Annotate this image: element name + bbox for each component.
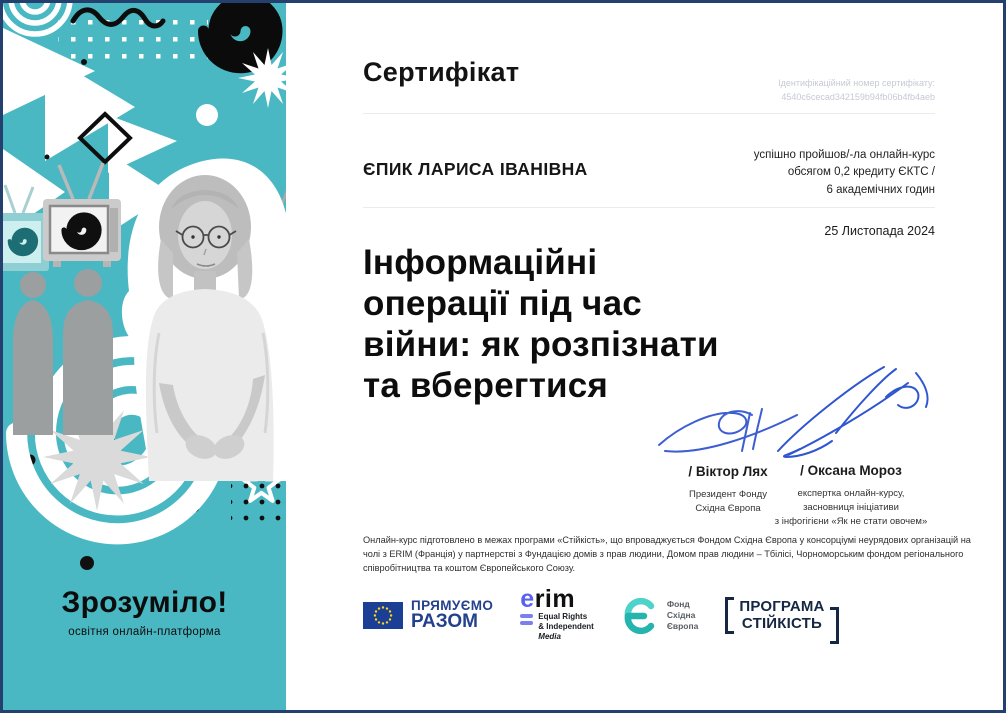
left-art-panel [3,3,286,710]
course-title-line: війни: як розпізнати [363,324,719,364]
fse-glyph-icon [621,597,659,635]
resilience-line: ПРОГРАМА [739,598,825,616]
signer-name: / Віктор Лях [688,464,768,479]
erim-tagline-line: Media [538,632,561,641]
divider [363,207,935,208]
course-title [363,243,719,407]
signer-role [751,487,951,528]
fse-text-line: Східна [666,609,696,620]
resilience-line: СТІЙКІСТЬ [741,614,823,632]
recipient-name: ЄПИК ЛАРИСА ІВАНІВНА [363,159,588,179]
signer-role-line: експертка онлайн-курсу, [797,488,905,499]
partner-logos [363,585,839,642]
erim-e: e [520,585,535,613]
certificate-id [778,77,935,104]
completion-text [754,147,935,199]
resilience-text [734,597,829,633]
fse-text [667,599,699,632]
signer-role-line: з інфогігієни «Як не стати овочем» [774,515,928,527]
erim-rim: rim [534,585,576,613]
brand-name: Зрозуміло! [61,586,228,619]
fse-logo [621,597,699,635]
brand-block [3,586,286,638]
eu-logo [363,600,493,631]
certificate-id-label: Ідентифікаційний номер сертифікату: [778,78,935,88]
black-dot-grid-icon [231,481,285,527]
resilience-program-logo [725,597,838,633]
fse-text-line: Фонд [666,598,690,609]
dot-grid-icon [58,9,208,67]
erim-tagline [538,612,594,642]
bracket-left-icon [725,597,734,633]
course-title-line: та вберегтися [363,365,609,405]
completion-line: 6 академічних годин [826,183,935,196]
brand-tagline: освітня онлайн-платформа [68,626,221,638]
portrait-photo [122,158,286,481]
erim-bars-icon [520,612,533,642]
course-title-line: операції під час [363,283,642,323]
signer-role-line: засновниця ініціативи [803,501,899,513]
signer-role-line: Президент Фонду [689,489,767,500]
eu-flag-icon [363,602,403,629]
signer-role-line: Східна Європа [695,502,761,514]
signature-block-oksana [751,363,951,528]
eu-logo-text [411,600,493,631]
fse-text-line: Європа [666,621,699,632]
course-title-line: Інформаційні [363,243,598,282]
eu-logo-line: РАЗОМ [411,610,478,632]
completion-line: обсягом 0,2 кредиту ЄКТС / [787,166,935,179]
erim-tagline-line: & Independent [538,622,594,631]
page-title: Сертифікат [363,57,520,87]
circle-dot-icon [196,104,218,126]
signature-scribble-icon [766,363,936,458]
erim-wordmark [520,585,594,613]
divider [363,113,935,114]
signer-name: / Оксана Мороз [800,463,902,478]
completion-line: успішно пройшов/-ла онлайн-курс [753,149,935,161]
erim-tagline-line: Equal Rights [538,612,588,621]
program-note: Онлайн-курс підготовлено в межах програми «Стійкість», що впроваджується Фондом Східна Європа у консорціумі неурядових організацій на чолі з ERIM (Франція) у партнерстві з Фундацією домів з прав людини, Домом прав людини – Тбілісі, Чорноморським фондом регіонального співробітництва та коштом Європейського Союзу. [363,535,971,573]
issue-date: 25 Листопада 2024 [824,224,935,238]
erim-logo [520,585,594,642]
eu-logo-line: ПРЯМУЄМО [411,598,494,614]
bracket-right-icon [830,607,839,643]
certificate-id-value: 4540c6cecad342159b94fb06b4fb4aeb [781,91,935,102]
